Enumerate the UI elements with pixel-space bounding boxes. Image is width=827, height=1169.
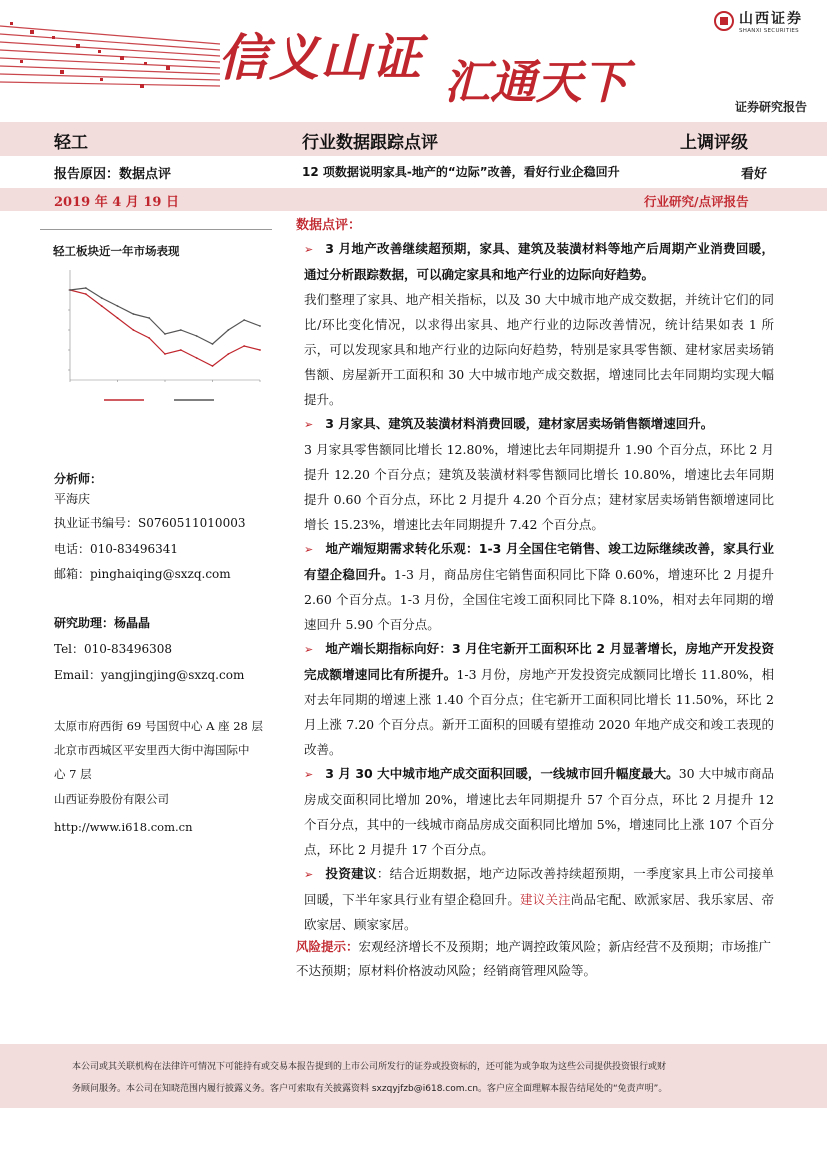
paragraph-6-lead: 投资建议 [325, 866, 377, 881]
logo-icon [714, 11, 734, 31]
logo-text-en: SHANXI SECURITIES [739, 28, 799, 34]
chart-point-series-gray [117, 305, 119, 307]
chart-point-series-gray [164, 333, 166, 335]
paragraph-5-lead: 3 月 30 大中城市地产成交面积回暖，一线城市回升幅度最大。 [325, 766, 679, 781]
paragraph-2-body: 3 月家具零售额同比增长 12.80%，增速比去年同期提升 1.90 个百分点，环比 2 月提升 12.20 个百分点；建筑及装潢材料零售额同比增长 10.80%，增速比去年同期提升 0.60 个百分点，环比 2 月提升 4.20 个百分点；建材家居卖场销售额增速同比增长 15.23%，增速比去年同期提升 7.42 个百分点。 [304, 442, 774, 532]
banner [0, 0, 827, 122]
analyst-cert: 执业证书编号：S0760511010003 [54, 516, 246, 530]
address-taiyuan: 太原市府西街 69 号国贸中心 A 座 28 层 [54, 719, 264, 733]
risk-label: 风险提示： [296, 939, 359, 954]
chart-point-series-gray [148, 317, 150, 319]
paragraph-2-lead: 3 月家具、建筑及装潢材料消费回暖，建材家居卖场销售额增速回升。 [325, 416, 714, 431]
analyst-email[interactable]: 邮箱：pinghaiqing@sxzq.com [54, 567, 231, 581]
slogan-left: 信义山证 [218, 28, 422, 87]
company-website[interactable]: http://www.i618.com.cn [54, 820, 193, 834]
chart-point-series-red [227, 353, 229, 355]
chart-point-series-red [85, 293, 87, 295]
arrow-bullet-icon: ➢ [304, 768, 314, 781]
chart-point-series-red [243, 345, 245, 347]
address-beijing-line1: 北京市西城区平安里西大街中海国际中 [54, 743, 250, 757]
logo-text-cn: 山西证券 [739, 11, 803, 27]
chart-point-series-red [180, 349, 182, 351]
chart-point-series-red [212, 365, 214, 367]
report-date: 2019 年 4 月 19 日 [54, 195, 179, 210]
arrow-bullet-icon: ➢ [304, 643, 314, 656]
rating-change: 上调评级 [680, 133, 748, 153]
report-category: 行业研究/点评报告 [644, 194, 749, 209]
slogan-right: 汇通天下 [444, 55, 628, 109]
chart-point-series-red [132, 329, 134, 331]
disclaimer-line-2: 务顾问服务。本公司在知晓范围内履行披露义务。客户可索取有关披露资料 sxzqyjfzb@i618.com.cn。客户应全面理解本报告结尾处的“免责声明”。 [72, 1084, 668, 1094]
chart-point-series-gray [259, 325, 261, 327]
chart-title: 轻工板块近一年市场表现 [53, 244, 180, 258]
analyst-label: 分析师： [54, 472, 103, 486]
arrow-bullet-icon: ➢ [304, 868, 314, 881]
risk-warning [296, 935, 774, 983]
paragraph-4-lead: 地产端长期指标向好：3 月住宅新开工面积环比 2 月显著增长，房地产开发投资完成额增速同比有所提升。 [304, 641, 774, 682]
paragraph-4 [304, 636, 774, 762]
market-chart [40, 262, 272, 412]
sidebar-divider [40, 229, 272, 230]
company-logo [714, 8, 803, 34]
chart-point-series-gray [227, 329, 229, 331]
paragraph-5 [304, 761, 774, 862]
chart-point-series-gray [196, 335, 198, 337]
chart-point-series-red [148, 337, 150, 339]
arrow-bullet-icon: ➢ [304, 418, 314, 431]
paragraph-6-highlight: 建议关注 [520, 892, 571, 907]
paragraph-1-lead: 3 月地产改善继续超预期，家具、建筑及装潢材料等地产后周期产业消费回暖，通过分析跟踪数据，可以确定家具和地产行业的边际向好趋势。 [304, 241, 774, 282]
chart-point-series-gray [212, 343, 214, 345]
paragraph-6 [304, 861, 774, 937]
company-name: 山西证券股份有限公司 [54, 792, 169, 806]
address-beijing-line2: 心 7 层 [54, 767, 92, 781]
chart-point-series-red [117, 317, 119, 319]
disclaimer-footer [0, 1044, 827, 1108]
assistant-tel: Tel：010-83496308 [54, 642, 173, 656]
paragraph-3-body: 1-3 月，商品房住宅销售面积同比下降 0.60%，增速环比 2 月提升 2.60 个百分点。1-3 月份，全国住宅竣工面积同比下降 8.10%，相对去年同期的增速回升 5.90 个百分点。 [304, 567, 774, 632]
chart-point-series-gray [243, 319, 245, 321]
assistant-email[interactable]: Email：yangjingjing@sxzq.com [54, 668, 245, 682]
report-reason: 报告原因：数据点评 [54, 167, 172, 182]
chart-point-series-gray [180, 329, 182, 331]
chart-point-series-red [164, 353, 166, 355]
arrow-bullet-icon: ➢ [304, 543, 314, 556]
report-type: 证券研究报告 [734, 100, 807, 114]
paragraph-3 [304, 536, 774, 637]
paragraph-3-lead: 地产端短期需求转化乐观：1-3 月全国住宅销售、竣工边际继续改善，家具行业有望企稳回升。 [304, 541, 774, 582]
paragraph-5-body: 30 大中城市商品房成交面积同比增加 20%，增速比去年同期提升 57 个百分点，环比 2 月提升 12 个百分点，其中的一线城市商品房成交面积同比增加 5%，增速同比上涨 107 个百分点，环比 2 月提升 17 个百分点。 [304, 766, 774, 857]
chart-point-series-red [196, 357, 198, 359]
paragraph-6-tail: 尚品宅配、欧派家居、我乐家居、帝欧家居、顾家家居。 [304, 892, 774, 932]
chart-line-series-gray [70, 288, 260, 344]
chart-point-series-gray [85, 287, 87, 289]
report-headline: 12 项数据说明家具-地产的“边际”改善，看好行业企稳回升 [302, 165, 620, 179]
paragraph-6-body: ：结合近期数据，地产边际改善持续超预期，一季度家具上市公司接单回暖，下半年家具行业有望企稳回升。 [304, 866, 774, 907]
paragraph-2 [304, 411, 774, 537]
report-kind: 行业数据跟踪点评 [302, 133, 438, 153]
industry-name: 轻工 [54, 133, 88, 153]
paragraph-4-body: 1-3 月份，房地产开发投资完成额同比增长 11.80%，相对去年同期的增速上涨 1.40 个百分点；住宅新开工面积同比增长 11.50%，环比 2 月上涨 7.20 个百分点。新开工面积的回暖有望推动 2020 年地产成交和竣工表现的改善。 [304, 667, 774, 757]
chart-point-series-gray [69, 289, 71, 291]
arrow-bullet-icon: ➢ [304, 243, 314, 256]
paragraph-1-body: 我们整理了家具、地产相关指标，以及 30 大中城市地产成交数据，并统计它们的同比/环比变化情况，以求得出家具、地产行业的边际改善情况，统计结果如表 1 所示，可以发现家具和地产行业的边际向好趋势，特别是家具零售额、建材家居卖场销售额、房屋新开工面积和 30 大中城市地产成交数据，增速同比去年同期均实现大幅提升。 [304, 292, 774, 407]
disclaimer-line-1: 本公司或其关联机构在法律许可情况下可能持有或交易本报告提到的上市公司所发行的证券或投资标的，还可能为或争取为这些公司提供投资银行或财 [72, 1062, 667, 1072]
chart-point-series-gray [132, 313, 134, 315]
chart-svg [40, 262, 272, 412]
risk-text: 宏观经济增长不及预期；地产调控政策风险；新店经营不及预期；市场推广不达预期；原材料价格波动风险；经销商管理风险等。 [296, 939, 772, 978]
rating: 看好 [741, 167, 768, 182]
chart-point-series-gray [101, 297, 103, 299]
analyst-name: 平海庆 [54, 492, 91, 506]
assistant-label: 研究助理：杨晶晶 [54, 616, 151, 630]
paragraph-1 [304, 236, 774, 412]
chart-point-series-red [101, 305, 103, 307]
analyst-phone: 电话：010-83496341 [54, 542, 179, 556]
chart-point-series-red [259, 349, 261, 351]
section-title: 数据点评： [296, 218, 362, 233]
